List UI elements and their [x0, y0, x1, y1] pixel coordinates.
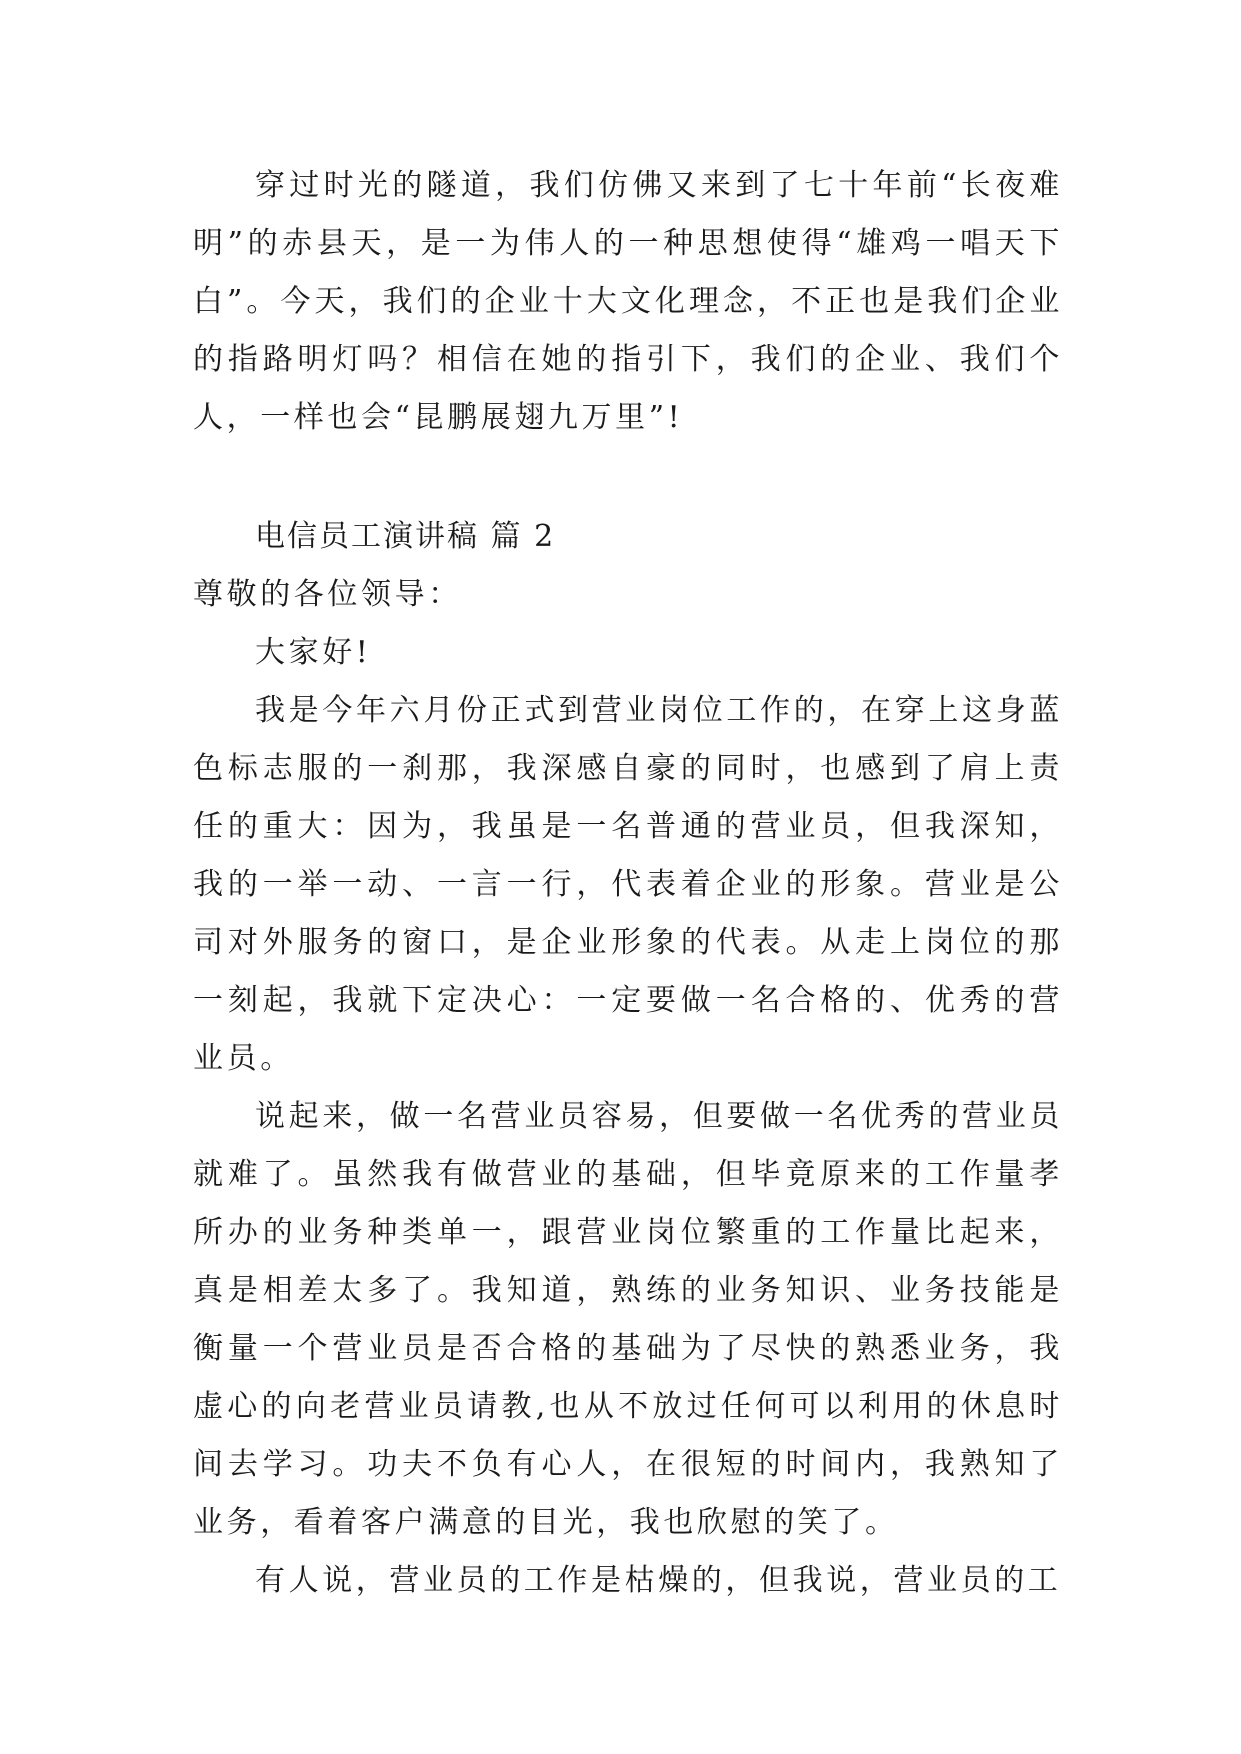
paragraph: 穿过时光的隧道，我们仿佛又来到了七十年前“长夜难明”的赤县天，是一为伟人的一种思想使得“雄鸡一唱天下白”。今天，我们的企业十大文化理念，不正也是我们企业的指路明灯吗？相信在她的指引下，我们的企业、我们个人，一样也会“昆鹏展翅九万里”!	[193, 168, 1063, 435]
section-title: 电信员工演讲稿 篇 2	[255, 519, 556, 554]
greeting: 大家好!	[255, 635, 372, 670]
paragraph: 说起来，做一名营业员容易，但要做一名优秀的营业员就难了。虽然我有做营业的基础，但毕竟原来的工作量孝所办的业务种类单一，跟营业岗位繁重的工作量比起来，真是相差太多了。我知道，熟练的业务知识、业务技能是衡量一个营业员是否合格的基础为了尽快的熟悉业务，我虚心的向老营业员请教,也从不放过任何可以利用的休息时间去学习。功夫不负有心人，在很短的时间内，我熟知了业务，看着客户满意的目光，我也欣慰的笑了。	[193, 1099, 1063, 1540]
text-block-top	[193, 157, 1063, 447]
paragraph: 我是今年六月份正式到营业岗位工作的，在穿上这身蓝色标志服的一刹那，我深感自豪的同时，也感到了肩上责任的重大：因为，我虽是一名普通的营业员，但我深知，我的一举一动、一言一行，代表着企业的形象。营业是公司对外服务的窗口，是企业形象的代表。从走上岗位的那一刻起，我就下定决心：一定要做一名合格的、优秀的营业员。	[193, 693, 1063, 1076]
text-block-main	[193, 508, 1063, 1610]
salutation: 尊敬的各位领导：	[193, 577, 462, 612]
paragraph: 有人说，营业员的工作是枯燥的，但我说，营业员的工	[255, 1563, 1062, 1598]
